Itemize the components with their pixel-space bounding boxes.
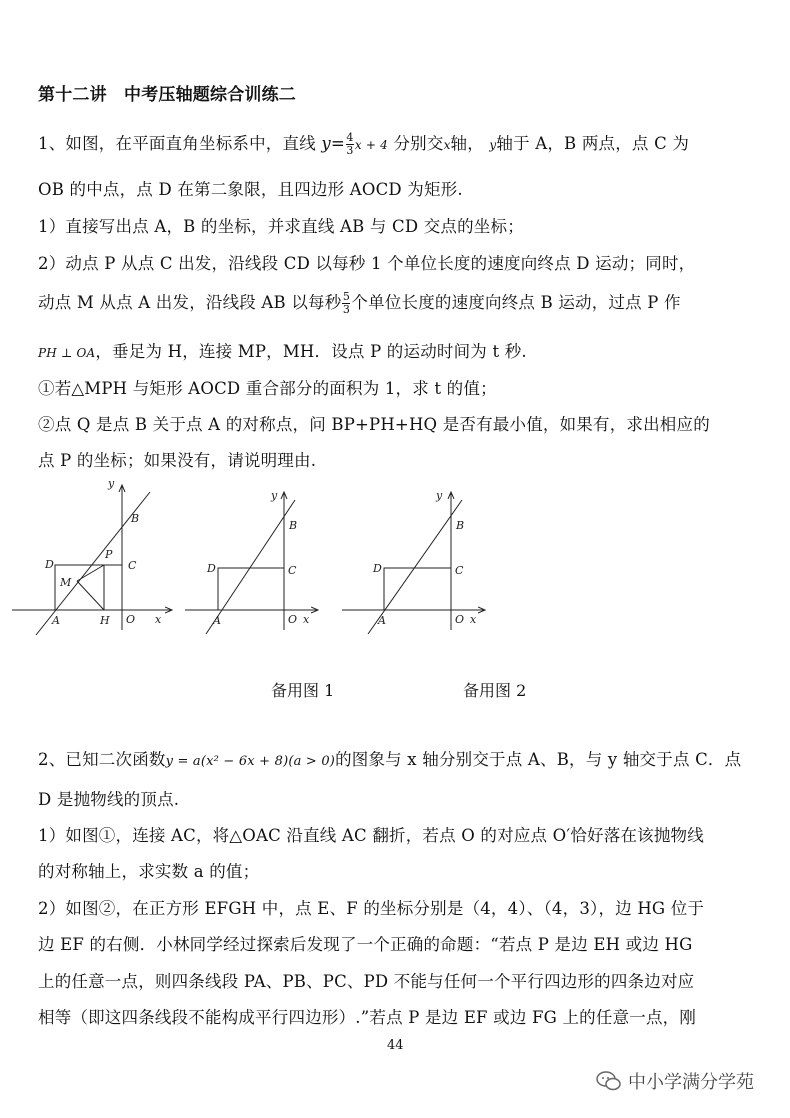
p1-line-3: 1）直接写出点 A，B 的坐标，并求直线 AB 与 CD 交点的坐标；: [38, 217, 524, 236]
p1-line-2: OB 的中点，点 D 在第二象限，且四边形 AOCD 为矩形.: [38, 180, 463, 199]
p1-line-7: ①若△MPH 与矩形 AOCD 重合部分的面积为 1，求 t 的值；: [38, 379, 497, 398]
p1-line-4: 2）动点 P 从点 C 出发，沿线段 CD 以每秒 1 个单位长度的速度向终点 D 运动；同时，: [38, 254, 696, 273]
fig2-label-d: D: [207, 562, 216, 575]
fig1-label-o: O: [126, 613, 136, 626]
watermark-text: 中小学满分学苑: [628, 1072, 754, 1093]
fig2-label-a: A: [213, 614, 221, 627]
p2-equation: y = a(x² − 6x + 8)(a > 0): [165, 754, 336, 769]
eq-y: y: [321, 134, 331, 153]
fraction-4-3: $\frac{4}{3}$: [346, 131, 354, 157]
watermark: [596, 1068, 754, 1094]
fig1-mh: [77, 581, 104, 610]
fig2-label-x: x: [303, 613, 310, 626]
lesson-title: 第十二讲 中考压轴题综合训练二: [38, 85, 296, 105]
fig1-label-m: M: [60, 576, 72, 589]
fig1-label-c: C: [128, 559, 137, 572]
p1-line-1: 1、如图，在平面直角坐标系中，直线 y= $\frac{4}{3}$ x + 4 分别交x轴， y轴于 A，B 两点，点 C 为: [38, 131, 690, 157]
fig3-label-o: O: [455, 613, 465, 626]
figure-main: [12, 485, 172, 635]
p2-line-3: 1）如图①，连接 AC，将△OAC 沿直线 AC 翻折，若点 O 的对应点 O′恰好落在该抛物线: [38, 826, 704, 845]
p2-line-5: 2）如图②，在正方形 EFGH 中，点 E、F 的坐标分别是（4，4）、（4，3），边 HG 位于: [38, 899, 705, 918]
fig2-label-b: B: [289, 519, 298, 532]
fig3-rectangle: [384, 568, 451, 610]
fig1-label-d: D: [45, 558, 54, 571]
fig1-label-b: B: [131, 512, 140, 525]
fig1-label-a: A: [52, 614, 60, 627]
fig1-label-h: H: [100, 614, 110, 627]
p2-line-7: 上的任意一点，则四条线段 PA、PB、PC、PD 不能与任何一个平行四边形的四条边对应: [38, 972, 695, 991]
p1-line-6: PH ⊥ OA，垂足为 H，连接 MP，MH．设点 P 的运动时间为 t 秒.: [38, 342, 527, 361]
p2-line-2: D 是抛物线的顶点.: [38, 790, 180, 809]
fraction-5-3: $\frac{5}{3}$: [342, 290, 351, 316]
caption-backup-1: 备用图 1: [271, 681, 335, 700]
p2-line-8: 相等（即这四条线段不能构成平行四边形）.”若点 P 是边 EF 或边 FG 上的任意一点，刚: [38, 1008, 697, 1027]
fig3-label-b: B: [456, 519, 465, 532]
fig3-label-x: x: [470, 613, 477, 626]
fig2-label-c: C: [288, 564, 297, 577]
p2-line-4: 的对称轴上，求实数 a 的值；: [38, 862, 260, 881]
wechat-icon: [596, 1070, 622, 1092]
fig1-label-y: y: [108, 477, 115, 490]
p2-line-1: 2、已知二次函数y = a(x² − 6x + 8)(a > 0)的图象与 x 轴分别交于点 A、B，与 y 轴交于点 C．点: [38, 750, 742, 769]
p2-line-6: 边 EF 的右侧．小林同学经过探索后发现了一个正确的命题：“若点 P 是边 EH 或边 HG: [38, 935, 693, 954]
fig3-label-a: A: [378, 614, 386, 627]
fig2-rectangle: [218, 568, 284, 610]
fig3-label-c: C: [455, 564, 464, 577]
fig1-label-x: x: [155, 613, 162, 626]
fig1-label-p: P: [105, 548, 113, 561]
q1-number: 1、: [38, 134, 66, 153]
p1-line-5: 动点 M 从点 A 出发，沿线段 AB 以每秒 $\frac{5}{3}$ 个单位长度的速度向终点 B 运动，过点 P 作: [38, 290, 681, 316]
page-number: 44: [387, 1038, 404, 1053]
fig2-label-y: y: [271, 489, 278, 502]
caption-backup-2: 备用图 2: [463, 681, 527, 700]
figure-backup-1: [185, 492, 318, 634]
p1-line-8: ②点 Q 是点 B 关于点 A 的对称点，问 BP+PH+HQ 是否有最小值，如果有，求出相应的: [38, 415, 710, 434]
p1-line-9: 点 P 的坐标；如果没有，请说明理由.: [38, 451, 317, 470]
fig2-label-o: O: [288, 613, 298, 626]
fig3-label-d: D: [373, 562, 382, 575]
fig3-label-y: y: [436, 489, 443, 502]
